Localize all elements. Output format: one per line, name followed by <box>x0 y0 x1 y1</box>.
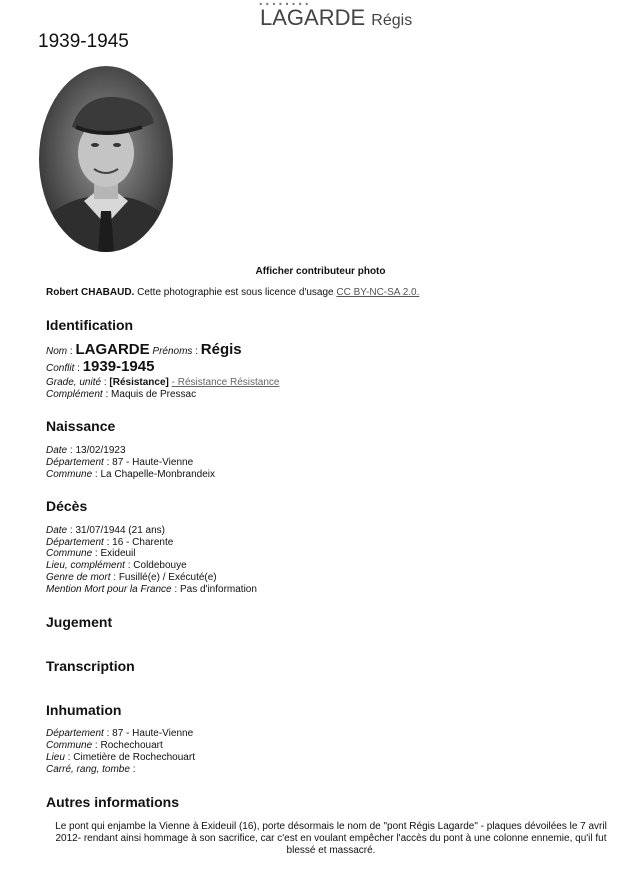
deces-date-row: Date : 31/07/1944 (21 ans) <box>46 525 165 536</box>
mention-label: Mention Mort pour la France <box>46 584 172 595</box>
birth-departement: 87 - Haute-Vienne <box>112 457 194 468</box>
transcription-heading: Transcription <box>46 658 135 674</box>
complement-row: Complément : Maquis de Pressac <box>46 389 197 400</box>
commune-label: Commune <box>46 548 93 559</box>
conflit-label: Conflit <box>46 363 75 374</box>
death-commune: Exideuil <box>100 548 136 559</box>
departement-label: Département <box>46 457 104 468</box>
grade-label: Grade, unité <box>46 377 102 388</box>
grade-value: [Résistance] <box>109 377 169 388</box>
deces-commune-row: Commune : Exideuil <box>46 548 136 559</box>
departement-label: Département <box>46 728 104 739</box>
deces-genre-row: Genre de mort : Fusillé(e) / Exécuté(e) <box>46 572 217 583</box>
nom-row: Nom : LAGARDE Prénoms : Régis <box>46 341 242 358</box>
commune-label: Commune <box>46 740 93 751</box>
page-title <box>260 5 412 31</box>
period-label: 1939-1945 <box>38 31 129 52</box>
deces-heading: Décès <box>46 498 88 514</box>
grade-link[interactable]: - Résistance Résistance <box>171 377 280 388</box>
inhumation-lieu-row: Lieu : Cimetière de Rochechouart <box>46 752 195 763</box>
inhumation-carre-row: Carré, rang, tombe : <box>46 764 136 775</box>
inhumation-commune-row: Commune : Rochechouart <box>46 740 163 751</box>
commune-label: Commune <box>46 469 93 480</box>
death-genre: Fusillé(e) / Exécuté(e) <box>118 572 217 583</box>
conflit-value: 1939-1945 <box>82 358 155 375</box>
death-mention: Pas d'information <box>179 584 257 595</box>
inhumation-heading: Inhumation <box>46 702 122 718</box>
naissance-departement-row: Département : 87 - Haute-Vienne <box>46 457 194 468</box>
nom-label: Nom <box>46 346 68 357</box>
inhumation-departement-row: Département : 87 - Haute-Vienne <box>46 728 194 739</box>
photo-credit <box>46 287 419 298</box>
title-first-name: Régis <box>371 12 413 29</box>
birth-commune: La Chapelle-Monbrandeix <box>100 469 216 480</box>
birth-date: 13/02/1923 <box>75 445 126 456</box>
lieu-label: Lieu, complément <box>46 560 125 571</box>
carre-label: Carré, rang, tombe <box>46 764 130 775</box>
conflit-row: Conflit : 1939-1945 <box>46 358 155 375</box>
autres-text: Le pont qui enjambe la Vienne à Exideuil (16), porte désormais le nom de "pont Régis Lagarde" - plaques dévoilées le 7 avril 2012- rendant ainsi hommage à son sacrifice, car c'est en voulant empêcher l'accès du pont à une colonne ennemie, qu'il fut blessé et massacré. <box>55 821 607 856</box>
deces-lieu-row: Lieu, complément : Coldebouye <box>46 560 187 571</box>
genre-label: Genre de mort <box>46 572 111 583</box>
death-departement: 16 - Charente <box>112 537 174 548</box>
identification-heading: Identification <box>46 317 134 333</box>
contributor-name: Robert CHABAUD. <box>46 287 135 298</box>
date-label: Date <box>46 445 68 456</box>
jugement-heading: Jugement <box>46 614 113 630</box>
death-lieu: Coldebouye <box>133 560 187 571</box>
prenoms-value: Régis <box>200 341 242 358</box>
license-text: Cette photographie est sous licence d'usage <box>137 287 334 298</box>
license-link[interactable]: CC BY-NC-SA 2.0. <box>336 287 420 298</box>
death-date: 31/07/1944 (21 ans) <box>75 525 165 536</box>
complement-label: Complément <box>46 389 103 400</box>
naissance-heading: Naissance <box>46 418 116 434</box>
burial-departement: 87 - Haute-Vienne <box>112 728 194 739</box>
portrait-photo <box>38 65 174 254</box>
naissance-date-row: Date : 13/02/1923 <box>46 445 126 456</box>
lieu-label: Lieu <box>46 752 65 763</box>
show-contributor-link[interactable]: Afficher contributeur photo <box>255 266 386 277</box>
burial-commune: Rochechouart <box>100 740 163 751</box>
grade-row: Grade, unité : [Résistance] - Résistance Résistance <box>46 377 280 388</box>
date-label: Date <box>46 525 68 536</box>
complement-value: Maquis de Pressac <box>111 389 197 400</box>
burial-lieu: Cimetière de Rochechouart <box>73 752 195 763</box>
departement-label: Département <box>46 537 104 548</box>
nom-value: LAGARDE <box>75 341 150 358</box>
deces-mention-row: Mention Mort pour la France : Pas d'information <box>46 584 257 595</box>
autres-heading: Autres informations <box>46 794 180 810</box>
naissance-commune-row: Commune : La Chapelle-Monbrandeix <box>46 469 216 480</box>
prenoms-label: Prénoms <box>152 346 193 357</box>
deces-departement-row: Département : 16 - Charente <box>46 537 174 548</box>
title-last-name: LAGARDE <box>260 5 366 30</box>
